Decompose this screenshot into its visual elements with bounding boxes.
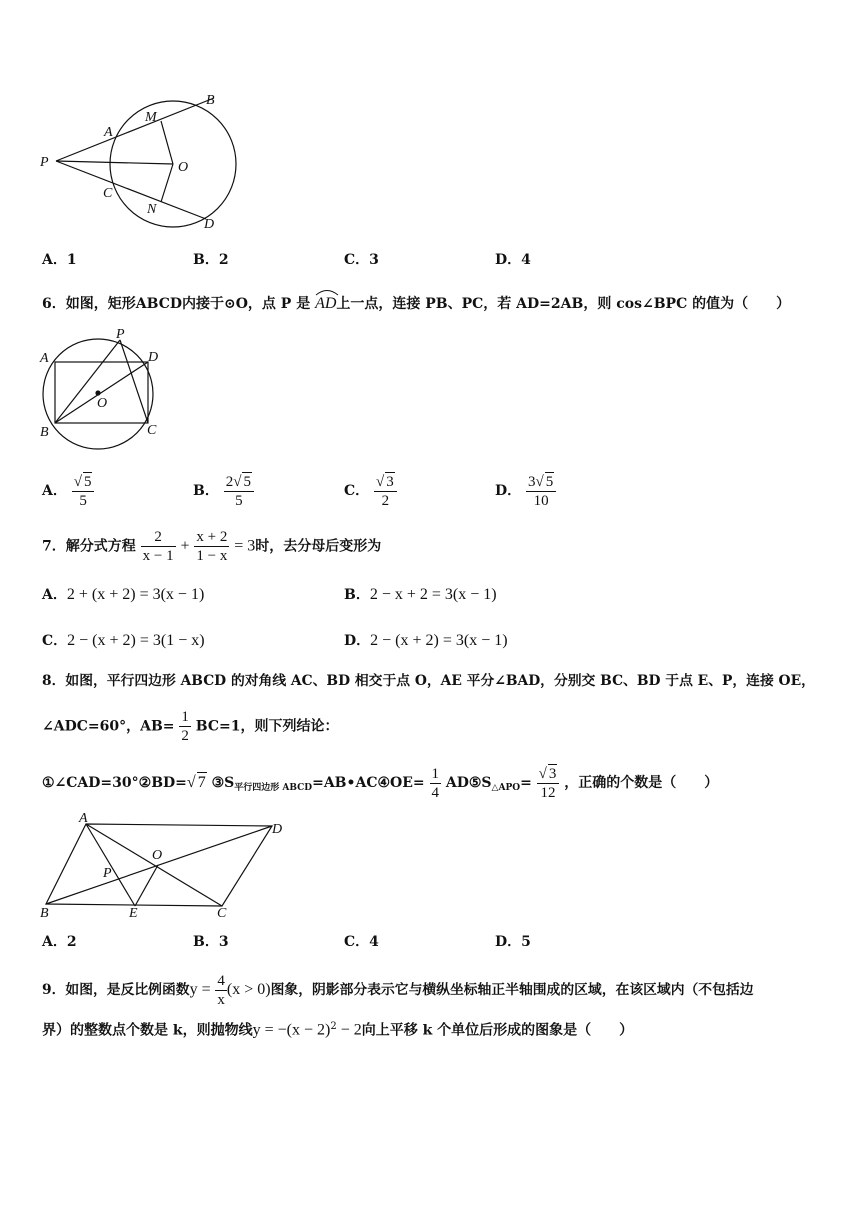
q6-text-suffix: 上一点，连接 PB、PC，若 AD=2AB，则 cos∠BPC 的值为（ ） bbox=[336, 296, 791, 312]
label-P: P bbox=[103, 866, 112, 881]
fraction-2: $\frac{x + 2}{1 - x}$ bbox=[196, 529, 228, 564]
fraction: $\frac{2√ 5}{5}$ bbox=[224, 472, 254, 510]
label-A: A bbox=[79, 811, 88, 826]
arc-symbol bbox=[314, 288, 340, 296]
q5-option-d[interactable]: D．4 bbox=[495, 252, 531, 268]
q8-line-1: 8．如图，平行四边形 ABCD 的对角线 AC、BD 相交于点 O，AE 平分∠BAD，分别交 BC、BD 于点 E、P，连接 OE， bbox=[42, 673, 815, 689]
q6-option-b[interactable]: B． $\frac{2√ 5}{5}$ bbox=[193, 472, 254, 510]
circle-symbol: ⊙ bbox=[223, 296, 236, 312]
label-O: O bbox=[152, 848, 163, 863]
fraction-quarter: $\frac{1}{4}$ bbox=[431, 765, 439, 801]
label-D: D bbox=[272, 822, 283, 837]
q6-text-prefix: 6．如图，矩形ABCD内接于 bbox=[42, 296, 224, 312]
figure-parallelogram bbox=[36, 810, 296, 926]
q9-line-2: 界）的整数点个数是 k，则抛物线$y = -(x - 2)^2 - 2$向上平移 k 个单位后形成的图象是（ ） bbox=[42, 1021, 634, 1039]
arc-label: AD bbox=[315, 295, 337, 312]
label-M: M bbox=[145, 110, 157, 125]
q7-option-c[interactable]: C．2 − (x + 2) = 3(1 − x) bbox=[42, 632, 205, 649]
q7-stem: 7．解分式方程 $\frac{2}{x - 1}$ + $\frac{x + 2}{1 - x}$ = 3时，去分母后变形为 bbox=[42, 529, 382, 564]
q6-option-c[interactable]: C． $\frac{√ 3}{2}$ bbox=[344, 472, 397, 510]
q5-option-c[interactable]: C．3 bbox=[344, 252, 379, 268]
label-C: C bbox=[103, 186, 113, 201]
label-B: B bbox=[206, 93, 215, 108]
q5-option-a[interactable]: A．1 bbox=[42, 252, 77, 268]
figure-rectangle-in-circle bbox=[36, 324, 166, 452]
q6-stem bbox=[42, 288, 790, 314]
fraction: $\frac{√ 3}{2}$ bbox=[374, 472, 397, 510]
label-B: B bbox=[40, 425, 49, 440]
q8-option-a[interactable]: A．2 bbox=[42, 934, 77, 950]
label-O: O bbox=[97, 396, 108, 411]
q7-option-b[interactable]: B．2 − x + 2 = 3(x − 1) bbox=[344, 586, 497, 603]
q8-line-2: ∠ADC=60°，AB= $\frac{1}{2}$ BC=1，则下列结论： bbox=[42, 709, 339, 744]
fraction-sqrt3-12: $\frac{√ 3}{12}$ bbox=[537, 764, 560, 802]
fraction-4-over-x: $\frac{4}{x}$ bbox=[217, 973, 225, 1008]
fraction: $\frac{3√ 5}{10}$ bbox=[526, 472, 556, 510]
q6-text-mid: O，点 P 是 bbox=[235, 296, 311, 312]
label-P: P bbox=[40, 155, 49, 170]
q8-option-b[interactable]: B．3 bbox=[193, 934, 229, 950]
fraction-half: $\frac{1}{2}$ bbox=[181, 709, 189, 744]
label-D: D bbox=[148, 350, 159, 365]
q8-option-c[interactable]: C．4 bbox=[344, 934, 379, 950]
label-O: O bbox=[178, 160, 189, 175]
label-E: E bbox=[129, 906, 138, 921]
label-P: P bbox=[116, 327, 125, 342]
q8-option-d[interactable]: D．5 bbox=[495, 934, 531, 950]
q7-option-d[interactable]: D．2 − (x + 2) = 3(x − 1) bbox=[344, 632, 508, 649]
label-B: B bbox=[40, 906, 49, 921]
fraction-1: $\frac{2}{x - 1}$ bbox=[142, 529, 174, 564]
q8-conclusions: ①∠CAD=30°②BD=√ 7 $③S_{平行四边形 ABCD}=AB•AC④OE=$ $\frac{1}{4}$ $AD⑤S_{\triangle APO}=$ $\frac{√ 3}{12}$ ，正确的个数是（ ） bbox=[42, 765, 719, 801]
q6-option-a[interactable]: A． $\frac{√ 5}{5}$ bbox=[42, 472, 94, 510]
q7-option-a[interactable]: A．2 + (x + 2) = 3(x − 1) bbox=[42, 586, 205, 603]
q5-option-b[interactable]: B．2 bbox=[193, 252, 229, 268]
label-N: N bbox=[147, 202, 157, 217]
label-C: C bbox=[217, 906, 227, 921]
q6-option-d[interactable]: D． $\frac{3√ 5}{10}$ bbox=[495, 472, 556, 510]
q9-line-1: 9．如图，是反比例函数y = $\frac{4}{x}$ (x > 0)图象，阴影部分表示它与横纵坐标轴正半轴围成的区域，在该区域内（不包括边 bbox=[42, 973, 754, 1008]
figure-circle-secants bbox=[36, 88, 256, 238]
label-A: A bbox=[104, 125, 113, 140]
label-C: C bbox=[147, 423, 157, 438]
fraction: $\frac{√ 5}{5}$ bbox=[72, 472, 95, 510]
label-A: A bbox=[40, 351, 49, 366]
label-D: D bbox=[204, 217, 215, 232]
